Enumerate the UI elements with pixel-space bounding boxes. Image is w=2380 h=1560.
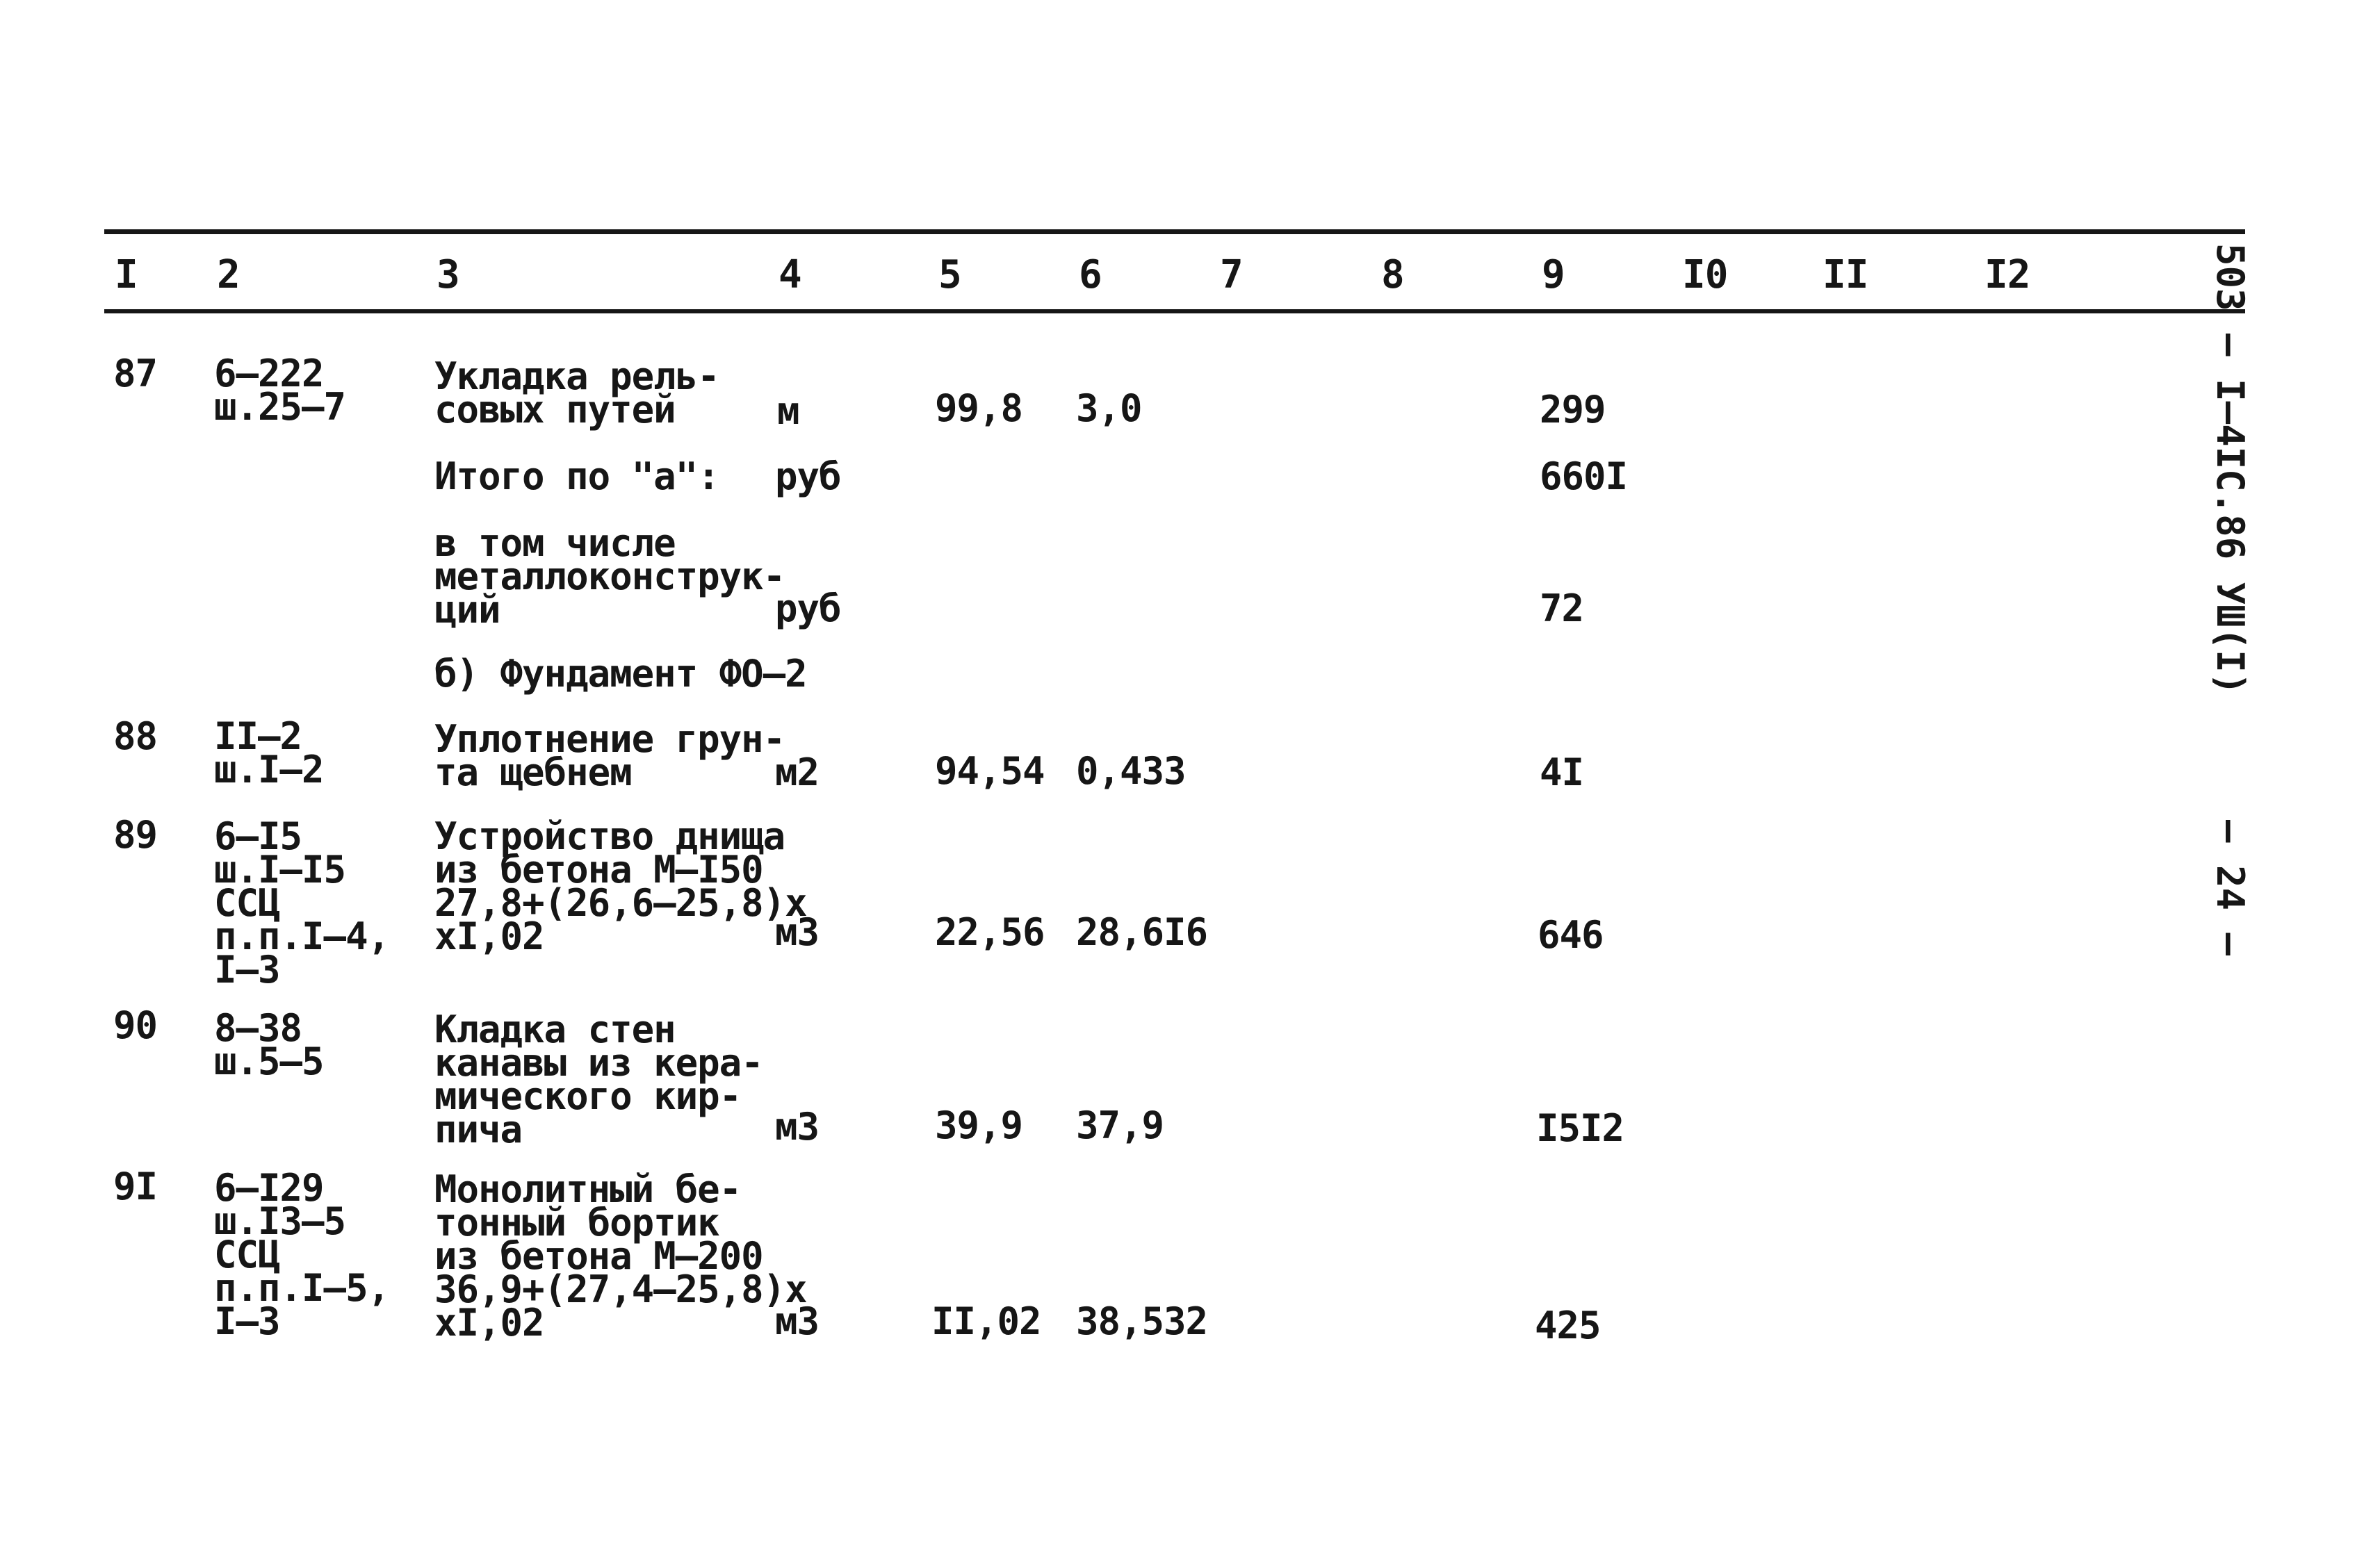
row-total: 425 xyxy=(1535,1304,1601,1347)
side-margin xyxy=(2196,243,2252,956)
row-code: II–2 ш.I–2 xyxy=(214,714,324,791)
top-rule xyxy=(104,229,2245,234)
row-unit: м xyxy=(777,389,799,433)
row-description: Уплотнение грун- та щебнем xyxy=(434,717,785,794)
col-header-10: I0 xyxy=(1682,252,1728,297)
row-unit: руб xyxy=(775,586,841,630)
row-number: 90 xyxy=(113,1003,158,1047)
page-number: – 24 – xyxy=(2208,820,2252,956)
row-unit: м3 xyxy=(775,1299,820,1343)
row-description: Монолитный бе- тонный бортик из бетона М–200 36,9+(27,4–25,8)х хI,02 xyxy=(434,1167,807,1345)
row-unit: руб xyxy=(775,454,841,498)
row-total: 4I xyxy=(1540,750,1584,794)
col-header-3: 3 xyxy=(437,252,459,297)
row-code: 8–38 ш.5–5 xyxy=(214,1006,324,1083)
row-total: 72 xyxy=(1540,586,1584,630)
col-header-6: 6 xyxy=(1079,252,1102,297)
section-heading: б) Фундамент ФО–2 xyxy=(434,652,807,696)
row-number: 89 xyxy=(113,813,158,857)
row-description: в том числе металлоконструк- ций xyxy=(434,521,785,632)
row-number: 87 xyxy=(113,352,158,395)
row-quantity: 94,54 xyxy=(935,749,1045,793)
col-header-4: 4 xyxy=(779,252,801,297)
col-header-12: I2 xyxy=(1984,252,2030,297)
row-unit: м3 xyxy=(775,910,820,954)
col-header-5: 5 xyxy=(938,252,961,297)
row-unit: м2 xyxy=(775,750,820,794)
row-number: 88 xyxy=(113,714,158,758)
row-total: 299 xyxy=(1540,388,1606,432)
row-unit-price: 0,433 xyxy=(1076,749,1186,793)
row-total: 660I xyxy=(1540,454,1628,498)
col-header-1: I xyxy=(115,252,138,297)
row-number: 9I xyxy=(113,1165,158,1208)
row-description: Кладка стен канавы из кера- мического кир- пича xyxy=(434,1008,763,1151)
row-unit-price: 38,532 xyxy=(1076,1299,1208,1343)
row-quantity: 22,56 xyxy=(935,910,1045,954)
row-description: Итого по "а": xyxy=(434,454,719,498)
row-description: Укладка рель- совых путей xyxy=(434,354,719,432)
row-quantity: 39,9 xyxy=(935,1103,1023,1147)
row-unit: м3 xyxy=(775,1105,820,1149)
col-header-8: 8 xyxy=(1381,252,1404,297)
col-header-7: 7 xyxy=(1220,252,1243,297)
row-description: Устройство днища из бетона М–I50 27,8+(26,6–25,8)х хI,02 xyxy=(434,814,807,958)
row-code: 6–I5 ш.I–I5 ССЦ п.п.I–4, I–3 xyxy=(214,814,390,992)
row-unit-price: 37,9 xyxy=(1076,1103,1164,1147)
col-header-2: 2 xyxy=(217,252,240,297)
row-quantity: II,02 xyxy=(931,1299,1041,1343)
col-header-9: 9 xyxy=(1542,252,1565,297)
row-total: I5I2 xyxy=(1536,1106,1624,1150)
row-code: 6–222 ш.25–7 xyxy=(214,352,346,429)
row-code: 6–I29 ш.I3–5 ССЦ п.п.I–5, I–3 xyxy=(214,1166,390,1343)
col-header-11: II xyxy=(1823,252,1868,297)
document-code: 503 – I–4IС.86 УШ(I) xyxy=(2208,243,2252,696)
row-quantity: 99,8 xyxy=(935,386,1023,430)
row-unit-price: 3,0 xyxy=(1076,386,1142,430)
row-total: 646 xyxy=(1538,913,1604,957)
header-rule xyxy=(104,309,2245,313)
row-unit-price: 28,6I6 xyxy=(1076,910,1208,954)
